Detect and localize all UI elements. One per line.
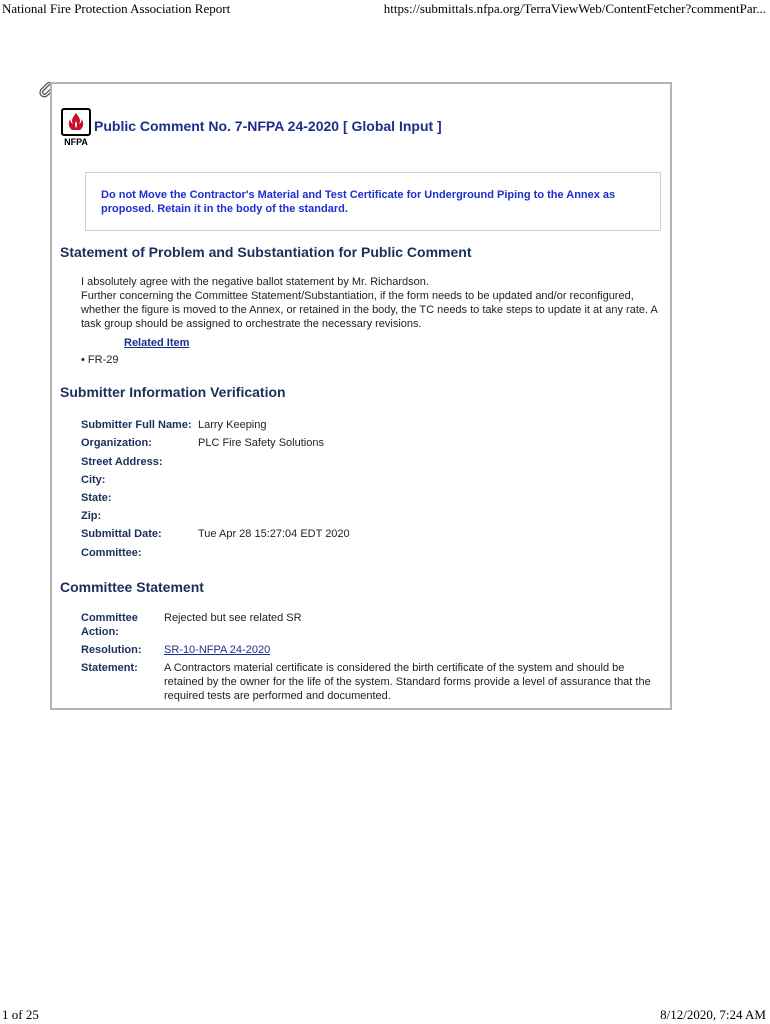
nfpa-logo-icon xyxy=(61,108,91,136)
info-row-state xyxy=(81,492,198,506)
info-row-zip xyxy=(81,510,198,524)
info-label: City: xyxy=(81,474,106,486)
committee-action-label: Committee Action: xyxy=(81,612,138,638)
comment-title: Public Comment No. 7-NFPA 24-2020 [ Global Input ] xyxy=(94,118,442,134)
comment-notice-box xyxy=(85,172,661,231)
info-label: Submittal Date: xyxy=(81,528,162,540)
problem-paragraph-2: Further concerning the Committee Statement/Substantiation, if the form needs to be updated and/or reconfigured, whether the figure is moved to the Annex, or retained in the body, the TC needs to take steps to update it at any rate. A task group should be assigned to orchestrate the necessary revisions. xyxy=(81,290,658,330)
nfpa-logo xyxy=(59,108,93,148)
public-comment-panel xyxy=(50,82,672,710)
info-row-street-address xyxy=(81,456,198,470)
info-value: Larry Keeping xyxy=(198,419,267,431)
related-item-value: • FR-29 xyxy=(81,354,119,366)
info-row-full-name xyxy=(81,419,267,433)
info-row-city xyxy=(81,474,198,488)
resolution-label: Resolution: xyxy=(81,644,142,656)
info-value: PLC Fire Safety Solutions xyxy=(198,437,324,449)
info-row-committee xyxy=(81,547,198,561)
comment-notice-text: Do not Move the Contractor's Material and Test Certificate for Underground Piping to the Annex as proposed. Retain it in the body of the standard. xyxy=(101,189,616,215)
submitter-section-heading: Submitter Information Verification xyxy=(60,384,286,400)
info-value: Tue Apr 28 15:27:04 EDT 2020 xyxy=(198,528,350,540)
resolution-link[interactable]: SR-10-NFPA 24-2020 xyxy=(164,644,271,656)
info-row-organization xyxy=(81,437,324,451)
committee-section-heading: Committee Statement xyxy=(60,579,204,595)
committee-action-value: Rejected but see related SR xyxy=(164,612,302,624)
info-row-submittal-date xyxy=(81,528,350,542)
info-label: Street Address: xyxy=(81,456,163,468)
problem-section-heading: Statement of Problem and Substantiation for Public Comment xyxy=(60,244,472,260)
info-label: Committee: xyxy=(81,547,142,559)
info-label: Submitter Full Name: xyxy=(81,419,192,431)
page-counter: 1 of 25 xyxy=(2,1007,39,1022)
info-label: Organization: xyxy=(81,437,152,449)
print-timestamp: 8/12/2020, 7:24 AM xyxy=(660,1007,766,1022)
related-item-link[interactable]: Related Item xyxy=(124,337,190,349)
statement-value: A Contractors material certificate is considered the birth certificate of the system and should be retained by the owner for the life of the system. Standard forms provide a level of assurance that the required tests are performed and documented. xyxy=(164,662,651,702)
print-header-url: https://submittals.nfpa.org/TerraViewWeb/ContentFetcher?commentPar... xyxy=(383,1,766,16)
problem-paragraph-1: I absolutely agree with the negative ballot statement by Mr. Richardson. xyxy=(81,276,429,288)
statement-label: Statement: xyxy=(81,662,138,674)
print-header-title: National Fire Protection Association Report xyxy=(2,1,231,16)
info-label: Zip: xyxy=(81,510,102,522)
info-label: State: xyxy=(81,492,112,504)
logo-text: NFPA xyxy=(64,137,88,147)
